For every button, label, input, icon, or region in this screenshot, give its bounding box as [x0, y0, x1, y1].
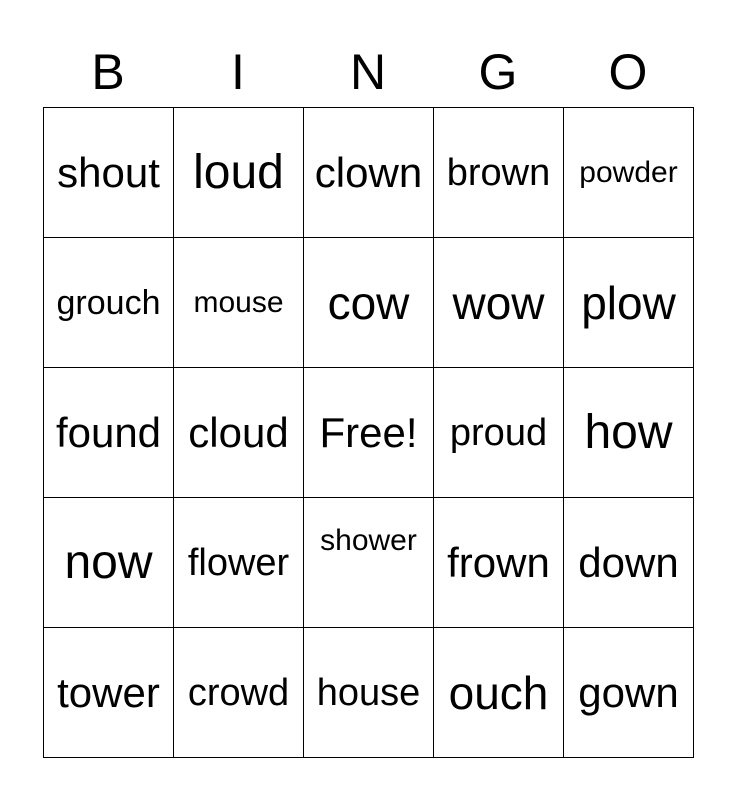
- bingo-cell[interactable]: how: [564, 368, 694, 498]
- bingo-cell[interactable]: clown: [304, 108, 434, 238]
- bingo-cell[interactable]: wow: [434, 238, 564, 368]
- free-space-cell[interactable]: Free!: [304, 368, 434, 498]
- bingo-cell[interactable]: loud: [174, 108, 304, 238]
- bingo-cell[interactable]: now: [44, 498, 174, 628]
- header-letter-n: N: [349, 44, 387, 100]
- bingo-cell[interactable]: cow: [304, 238, 434, 368]
- bingo-cell[interactable]: shower: [304, 498, 434, 628]
- bingo-cell[interactable]: grouch: [44, 238, 174, 368]
- header-letter-o: O: [608, 44, 648, 100]
- bingo-cell[interactable]: powder: [564, 108, 694, 238]
- header-letter-b: B: [91, 44, 125, 100]
- header-letter-g: G: [478, 44, 518, 100]
- bingo-cell[interactable]: mouse: [174, 238, 304, 368]
- bingo-cell[interactable]: plow: [564, 238, 694, 368]
- bingo-cell[interactable]: shout: [44, 108, 174, 238]
- header-letter-i: I: [231, 44, 245, 100]
- bingo-cell[interactable]: ouch: [434, 628, 564, 758]
- bingo-board: [43, 107, 694, 758]
- bingo-header: [43, 38, 693, 106]
- bingo-cell[interactable]: brown: [434, 108, 564, 238]
- bingo-cell[interactable]: gown: [564, 628, 694, 758]
- bingo-cell[interactable]: down: [564, 498, 694, 628]
- bingo-cell[interactable]: found: [44, 368, 174, 498]
- bingo-cell[interactable]: tower: [44, 628, 174, 758]
- bingo-cell[interactable]: house: [304, 628, 434, 758]
- bingo-cell[interactable]: cloud: [174, 368, 304, 498]
- bingo-cell[interactable]: flower: [174, 498, 304, 628]
- bingo-cell[interactable]: frown: [434, 498, 564, 628]
- bingo-cell[interactable]: proud: [434, 368, 564, 498]
- bingo-cell[interactable]: crowd: [174, 628, 304, 758]
